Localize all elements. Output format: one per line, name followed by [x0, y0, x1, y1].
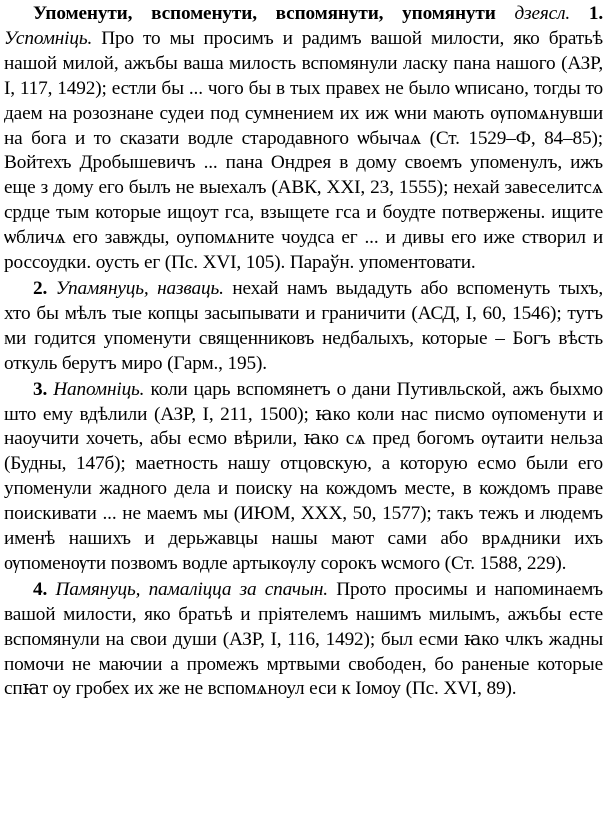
sense-text: Прото просимы и напоминаемъ вашой милости, яко братьѣ и прiятелемъ нашимъ милымъ, ажъбы есте вспомянули на свои души (АЗР, I, 116, 1492); был есми ꙗко члкъ жадны помочи не маючии а промежъ мртвыми свободен, бо раненые которые спꙗт оу гробех их же не вспомѧноул еси к Іомоу (Пс. XVI, 89). — [4, 578, 604, 700]
entry-sense-2 — [4, 277, 603, 377]
sense-number: 3. — [33, 378, 48, 400]
sense-gloss: Напомніць. — [53, 378, 145, 400]
sense-number: 4. — [33, 578, 48, 600]
entry-sense-4 — [4, 578, 603, 703]
sense-text: нехай намъ выдадуть або вспоменуть тыхъ, хто бы мѣлъ тые копцы засыпывати и граничити (АСД, I, 60, 1546); тутъ ми годится упоменути священниковъ недбалыхъ, которые – Богъ вѣсть откуль берутъ миро (Гарм., 195). — [4, 277, 604, 374]
entry-sense-3 — [4, 378, 603, 577]
sense-number: 2. — [33, 277, 48, 299]
sense-text: Про то мы просимъ и радимъ вашой милости, яко братьѣ нашой милой, ажъбы ваша милость вспомянули ласку пана нашого (АЗР, I, 117, 1492); естли бы ... чого бы в тых правех не было ѡписано, тогды то даем на розознане судеи под сумнением их иж ѡни мають ѹпомѧнувши на бога и то сказати водле стародавного ѡбычаѧ (Ст. 1529–Ф, 84–85); Войтехъ Дробышевичъ ... пана Ондрея в дому своемъ упоменулъ, ижъ еще з дому его былъ не выехалъ (АВК, XXI, 23, 1555); нехай завеселитсѧ срдце тым которые ищоут гса, взыщете гса и боудте потвержены. ищите ѡбличѧ его завжды, оупомѧните чоудса ег ... и дивы его иже створил и россоудки. оусть ег (Пс. XVI, 105). Параўн. упоментовати. — [4, 27, 604, 274]
sense-number: 1. — [588, 3, 603, 24]
entry-headword: Упоменути, вспоменути, вспомянути, упомянути — [33, 3, 496, 24]
entry-grammar-label: дзеясл. — [514, 3, 571, 24]
sense-gloss: Памянуць, памаліцца за спачын. — [55, 578, 328, 600]
sense-gloss: Упамянуць, назваць. — [55, 277, 224, 299]
sense-gloss: Успомніць. — [4, 27, 93, 49]
entry-sense-1 — [4, 2, 603, 276]
sense-text: коли царь вспомянетъ о дани Путивльской, ажъ быхмо што ему вдѣлили (АЗР, I, 211, 1500); ꙗко коли нас писмо ѹпоменути и наоучити хочеть, абы есмо вѣрили, ꙗко сѧ пред богомъ ѹтаити нельза (Будны, 147б); маетность нашу отцовскую, а которую есмо были его упоменули жадного дела и поиску на кождомъ месте, в кождомъ праве поискивати ... не маемъ мы (ИЮМ, XXX, 50, 1577); такъ тежъ и людемъ именѣ нашихъ и дерьжавцы нашы мают сами або врѧдники ихъ ѹпоменѹти позвомъ водле артыкѹлу сорокъ ѡсмого (Ст. 1588, 229). — [4, 378, 604, 574]
